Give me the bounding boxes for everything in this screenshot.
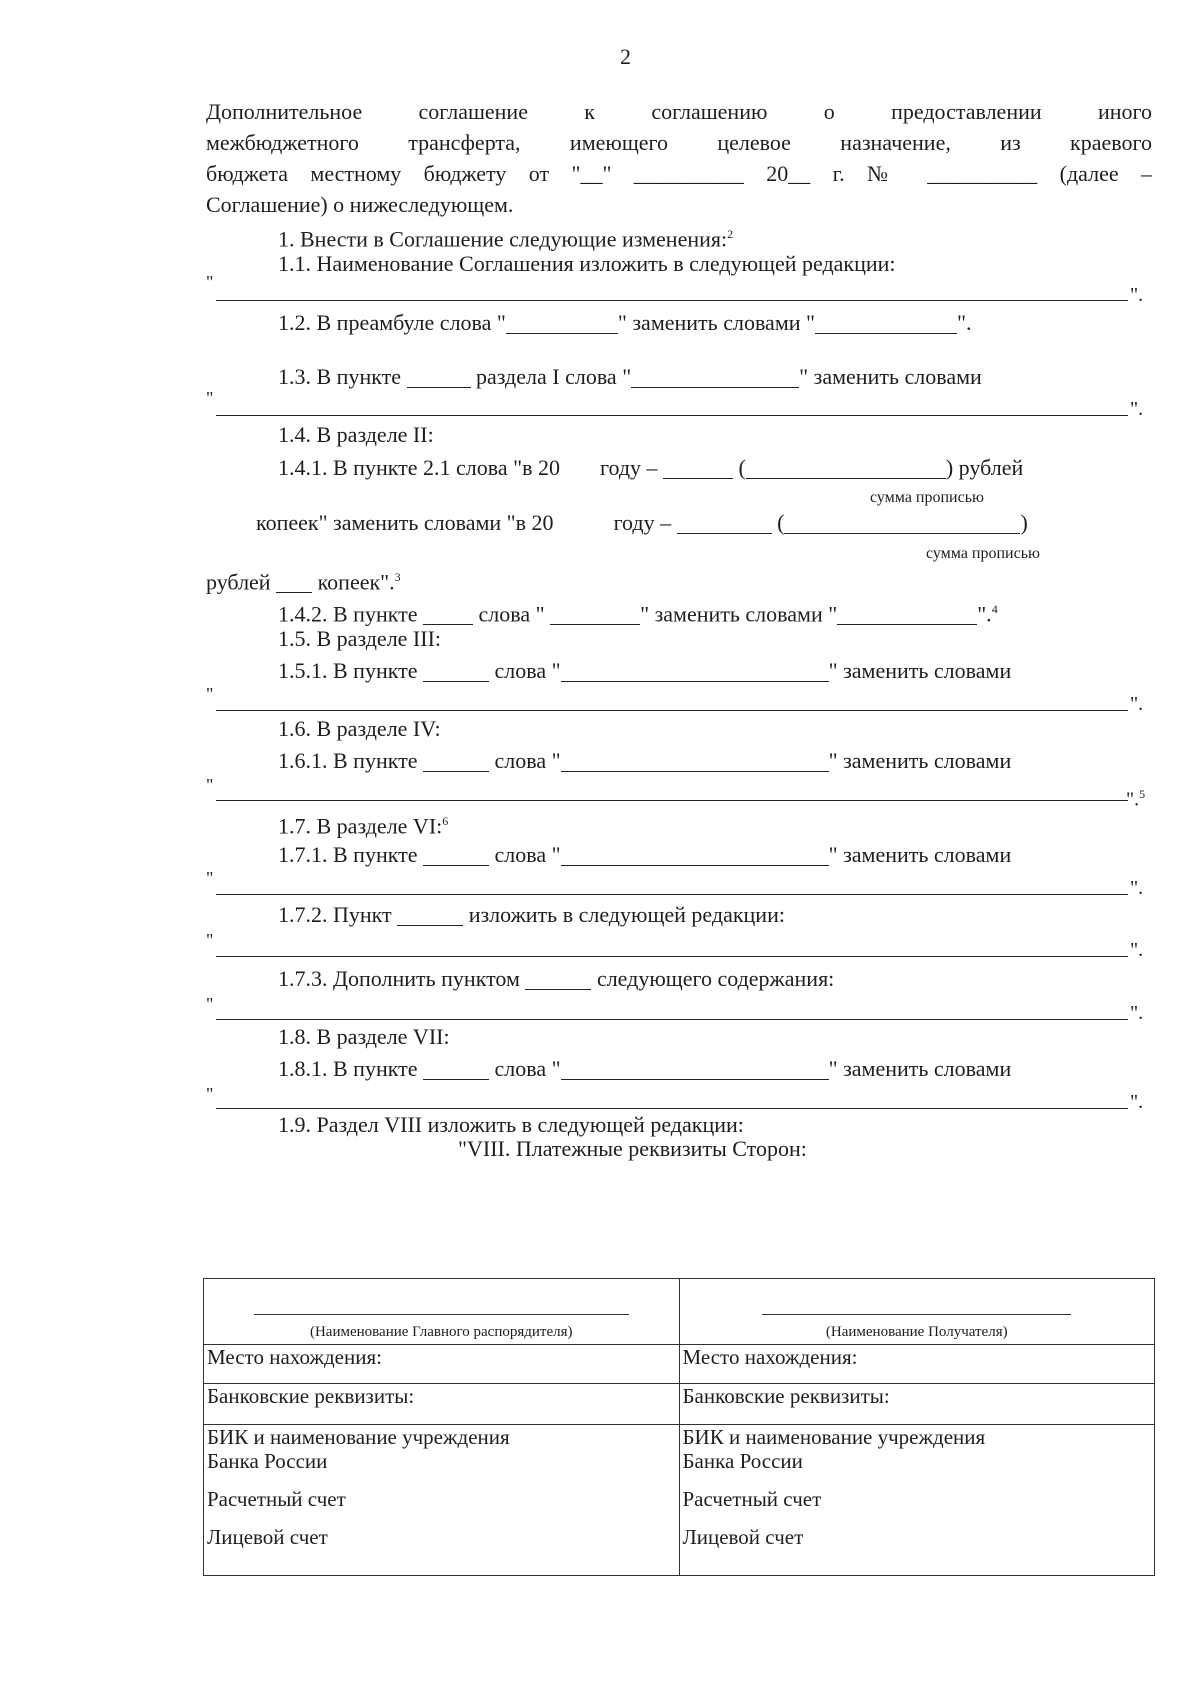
- page-number: 2: [620, 44, 631, 69]
- blank-field[interactable]: [423, 602, 473, 625]
- recipient-name-cell[interactable]: [679, 1279, 1155, 1345]
- payment-details-table: [203, 1278, 1155, 1576]
- intro-line: Дополнительное соглашение к соглашению о предоставлении иного: [206, 99, 1152, 124]
- blank-field[interactable]: [423, 1057, 489, 1080]
- quote-end: ".: [1130, 398, 1144, 420]
- item-1-1: 1.1. Наименование Соглашения изложить в следующей редакции:: [278, 251, 896, 276]
- blank-field[interactable]: [550, 602, 640, 625]
- intro-line: межбюджетного трансферта, имеющего целевое назначение, из краевого: [206, 130, 1152, 155]
- item-1-5: 1.5. В разделе III:: [278, 626, 442, 651]
- recipient-bank-details-cell[interactable]: Банковские реквизиты:: [679, 1384, 1155, 1425]
- fill-line[interactable]: [216, 1108, 1128, 1109]
- quote-end: ".: [1130, 693, 1144, 715]
- section-title: "VIII. Платежные реквизиты Сторон:: [458, 1136, 807, 1161]
- fill-line[interactable]: [216, 300, 1128, 301]
- quote-end: ".: [1130, 877, 1144, 899]
- fill-line[interactable]: [216, 800, 1128, 801]
- item-1-7-3: 1.7.3. Дополнить пунктом следующего содержания:: [278, 966, 835, 991]
- grantor-name-cell[interactable]: [204, 1279, 680, 1345]
- intro-line: Соглашение) о нижеследующем.: [206, 192, 514, 217]
- settlement-account-label: Расчетный счет: [207, 1487, 346, 1511]
- quote-mark: ": [206, 775, 214, 795]
- item-1-7-2: 1.7.2. Пункт изложить в следующей редакции:: [278, 902, 785, 927]
- fill-line[interactable]: [216, 415, 1128, 416]
- item-1-9: 1.9. Раздел VIII изложить в следующей редакции:: [278, 1112, 744, 1137]
- quote-mark: ": [206, 994, 214, 1014]
- bik-label: Банка России: [207, 1449, 328, 1473]
- recipient-accounts-cell[interactable]: [679, 1425, 1155, 1576]
- amount-words-field[interactable]: [784, 511, 1020, 534]
- item-1-2: 1.2. В преамбуле слова " " заменить словами " ".: [278, 310, 972, 335]
- recipient-location-cell[interactable]: Место нахождения:: [679, 1345, 1155, 1384]
- blank-field[interactable]: [561, 1057, 829, 1080]
- quote-end: ".: [1130, 939, 1144, 961]
- footnote-mark: 4: [991, 602, 998, 616]
- quote-end: ".: [1130, 284, 1144, 306]
- grantor-caption: (Наименование Главного распорядителя): [309, 1324, 573, 1340]
- item-1-3: 1.3. В пункте раздела I слова " " заменить словами: [278, 364, 982, 389]
- bik-label: БИК и наименование учреждения: [682, 1425, 986, 1449]
- blank-field[interactable]: [397, 903, 463, 926]
- sum-caption: сумма прописью: [870, 489, 984, 506]
- blank-field[interactable]: [561, 659, 829, 682]
- item-1-4-2: 1.4.2. В пункте слова " " заменить словами " ".$^4$: [278, 601, 998, 627]
- quote-mark: ": [206, 1084, 214, 1104]
- item-1: 1. Внести в Соглашение следующие изменения:$^2$: [278, 226, 734, 252]
- name-line: [254, 1314, 629, 1315]
- blank-field[interactable]: [276, 570, 312, 593]
- bik-label: БИК и наименование учреждения: [207, 1425, 510, 1449]
- blank-field[interactable]: [561, 843, 829, 866]
- fill-line[interactable]: [216, 1019, 1128, 1020]
- item-1-6-1: 1.6.1. В пункте слова " " заменить словами: [278, 748, 1012, 773]
- blank-field[interactable]: [631, 365, 799, 388]
- fill-line[interactable]: [216, 956, 1128, 957]
- intro-paragraph: [206, 96, 1152, 220]
- blank-field[interactable]: [506, 311, 618, 334]
- quote-mark: ": [206, 388, 214, 408]
- item-1-4-1: 1.4.1. В пункте 2.1 слова "в 20 году – ( ) рублей: [278, 455, 1024, 480]
- intro-line: бюджета местному бюджету от "__" __________ 20__ г. № __________ (далее –: [206, 161, 1152, 186]
- grantor-accounts-cell[interactable]: [204, 1425, 680, 1576]
- footnote-mark: 2: [727, 227, 734, 241]
- blank-field[interactable]: [407, 365, 471, 388]
- footnote-mark: 3: [394, 570, 401, 584]
- quote-mark: ": [206, 930, 214, 950]
- amount-field[interactable]: [663, 456, 733, 479]
- item-1-7: 1.7. В разделе VI:$^6$: [278, 813, 449, 839]
- item-1-8: 1.8. В разделе VII:: [278, 1024, 450, 1049]
- item-1-7-1: 1.7.1. В пункте слова " " заменить словами: [278, 842, 1012, 867]
- blank-field[interactable]: [423, 843, 489, 866]
- personal-account-label: Лицевой счет: [207, 1525, 328, 1549]
- bik-label: Банка России: [682, 1449, 803, 1473]
- item-1-4: 1.4. В разделе II:: [278, 422, 434, 447]
- kopeck-line: копеек" заменить словами "в 20 году – ( ): [256, 510, 1028, 535]
- quote-end: ".: [1130, 1091, 1144, 1113]
- settlement-account-label: Расчетный счет: [682, 1487, 822, 1511]
- blank-field[interactable]: [423, 749, 489, 772]
- recipient-caption: (Наименование Получателя): [825, 1324, 1008, 1340]
- fill-line[interactable]: [216, 710, 1128, 711]
- item-1-5-1: 1.5.1. В пункте слова " " заменить словами: [278, 658, 1012, 683]
- rub-line: рублей копеек".$^3$: [206, 569, 401, 595]
- blank-field[interactable]: [837, 602, 977, 625]
- name-line: [762, 1314, 1071, 1315]
- quote-mark: ": [206, 684, 214, 704]
- item-1-8-1: 1.8.1. В пункте слова " " заменить словами: [278, 1056, 1012, 1081]
- blank-field[interactable]: [525, 967, 591, 990]
- sum-caption: сумма прописью: [926, 545, 1040, 562]
- fill-line[interactable]: [216, 894, 1128, 895]
- blank-field[interactable]: [815, 311, 957, 334]
- quote-mark: ": [206, 272, 214, 292]
- quote-end: ".: [1130, 1002, 1144, 1024]
- quote-end: ".$^5$: [1126, 787, 1146, 811]
- personal-account-label: Лицевой счет: [682, 1525, 804, 1549]
- blank-field[interactable]: [561, 749, 829, 772]
- footnote-mark: 6: [442, 814, 449, 828]
- grantor-location-cell[interactable]: Место нахождения:: [204, 1345, 680, 1384]
- quote-mark: ": [206, 868, 214, 888]
- amount-words-field[interactable]: [746, 456, 946, 479]
- grantor-bank-details-cell[interactable]: Банковские реквизиты:: [204, 1384, 680, 1425]
- amount-field[interactable]: [677, 511, 772, 534]
- blank-field[interactable]: [423, 659, 489, 682]
- item-1-6: 1.6. В разделе IV:: [278, 716, 441, 741]
